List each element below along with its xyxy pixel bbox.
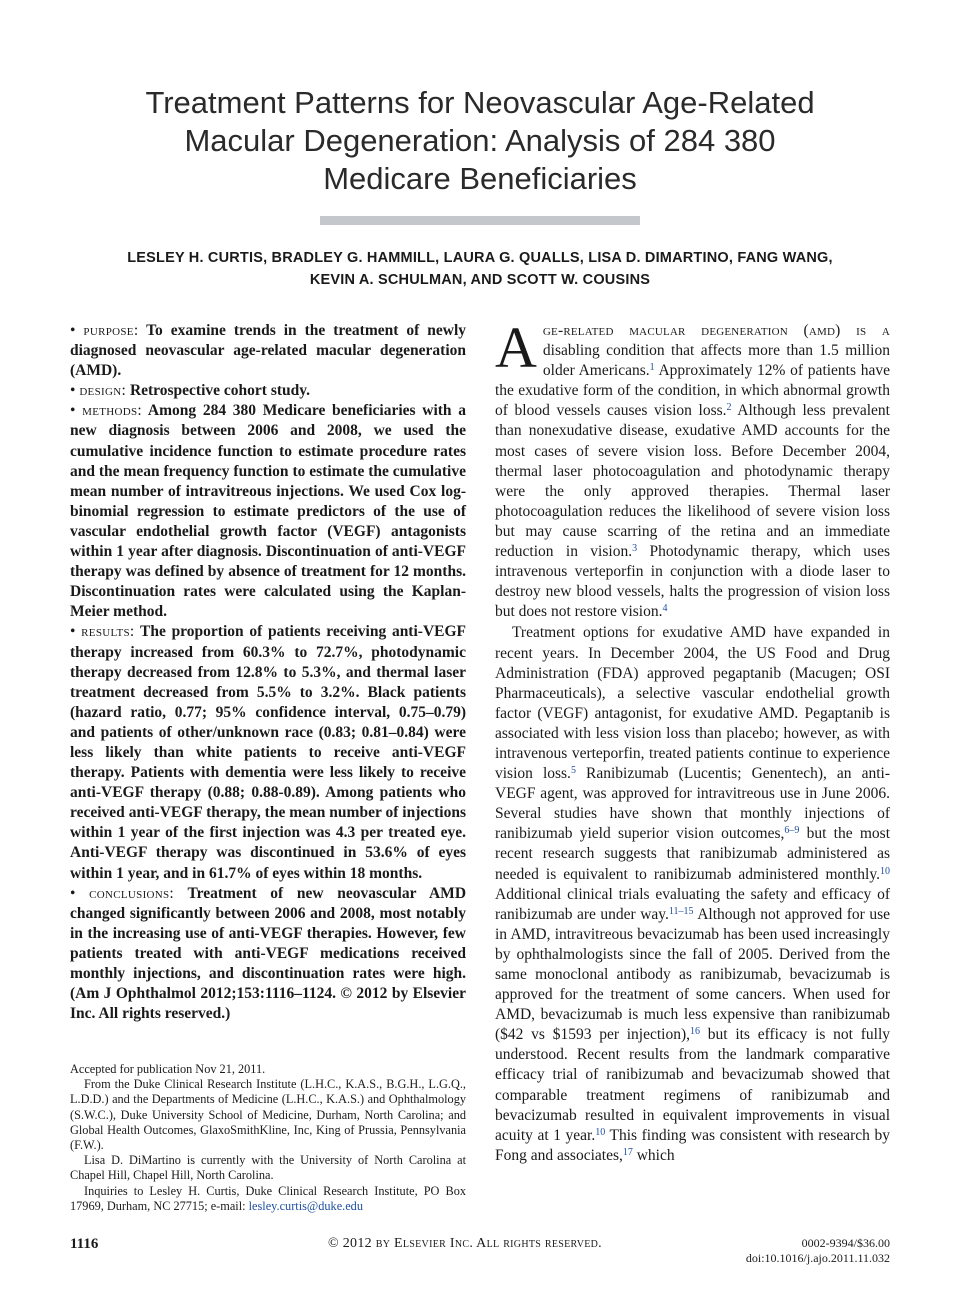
- article-title: [90, 84, 870, 198]
- page-number: 1116: [70, 1236, 99, 1252]
- body-text-run: Additional clinical trials evaluating the safety and efficacy of ranibizumab are under way.: [495, 885, 890, 923]
- citation-link[interactable]: 1: [649, 362, 655, 374]
- bullet-icon: •: [70, 322, 76, 339]
- body-text-run: disabling condition that affects more than 1.5 million older Americans.: [542, 342, 890, 380]
- author-line: KEVIN A. SCHULMAN, AND SCOTT W. COUSINS: [309, 272, 651, 288]
- email-link[interactable]: lesley.curtis@duke.edu: [248, 1198, 363, 1213]
- doi[interactable]: doi:10.1016/j.ajo.2011.11.032: [745, 1251, 890, 1265]
- inquiries-note: [70, 1184, 466, 1214]
- citation-link[interactable]: 4: [662, 603, 668, 615]
- inquiries-text: Inquiries to Lesley H. Curtis, Duke Clinical Research Institute, PO Box 17969, Durham, NC 27715; e-mail:: [70, 1183, 466, 1213]
- body-text-run: Although less prevalent than nonexudative disease, exudative AMD accounts for the most cases of severe vision loss. Before December 2004, thermal laser photocoagulation and photodynamic therapy were the only approved therapies. Thermal laser photocoagulation reduces the likelihood of severe vision loss but may cause scarring of the retina and an immediate reduction in vision.: [495, 402, 890, 561]
- citation-link[interactable]: 16: [690, 1026, 701, 1038]
- citation-link[interactable]: 2: [726, 402, 732, 414]
- article-identifiers: [746, 1236, 890, 1266]
- design-label: design:: [79, 382, 127, 400]
- bullet-icon: •: [70, 382, 76, 400]
- issn-price: 0002-9394/$36.00: [801, 1236, 890, 1250]
- purpose-label: purpose:: [83, 322, 139, 339]
- body-text-run: Ranibizumab (Lucentis; Genentech), an anti-VEGF agent, was approved for intravitreous use in June 2006. Several studies have shown that monthly injections of ranibizumab yield superior vision outcomes,: [495, 765, 890, 843]
- abstract-design: [70, 381, 466, 401]
- abstract: [70, 321, 466, 1024]
- title-line: Medicare Beneficiaries: [323, 161, 637, 196]
- affiliation-note: From the Duke Clinical Research Institute (L.H.C., K.A.S., B.G.H., L.G.Q., L.D.D.) and the Departments of Medicine (L.H.C., K.A.S.) and Ophthalmology (S.W.C.), Duke University School of Medicine, Durham, North Carolina; and Global Health Outcomes, GlaxoSmithKline, Inc, King of Prussia, Pennsylvania (F.W.).: [70, 1077, 466, 1153]
- body-text-run: Photodynamic therapy, which uses intravenous verteporfin in conjunction with a diode laser to destroy new blood vessels, halts the progression of vision loss but does not restore vision.: [495, 543, 890, 621]
- body-text-run: but its efficacy is not fully understood. Recent results from the landmark comparative efficacy trial of ranibizumab and bevacizumab showed that comparable treatment regimens of ranibizumab and bevacizumab resulted in equivalent improvements in visual acuity at 1 year.: [495, 1026, 890, 1144]
- conclusions-text: Treatment of new neovascular AMD changed significantly between 2006 and 2008, most notably in the increasing use of anti-VEGF therapies. However, few patients treated with anti-VEGF medications received monthly injections, and discontinuation rates were high. (Am J Ophthalmol 2012;153:1116–1124. © 2012 by Elsevier Inc. All rights reserved.): [70, 884, 467, 1023]
- citation-link[interactable]: 17: [622, 1146, 633, 1158]
- author-list: [60, 247, 900, 291]
- citation-link[interactable]: 3: [632, 543, 638, 555]
- title-line: Macular Degeneration: Analysis of 284 380: [184, 123, 776, 158]
- conclusions-label: conclusions:: [89, 884, 175, 902]
- body-text-run: This finding was consistent with research by Fong and associates,: [495, 1126, 890, 1164]
- body-text-run: but the most recent research suggests that ranibizumab administered as needed is equivalent to ranibizumab administered monthly.: [495, 825, 890, 883]
- body-text-run: which: [632, 1146, 675, 1164]
- body-text-run: Treatment options for exudative AMD have expanded in recent years. In December 2004, the US Food and Drug Administration (FDA) approved pegaptanib (Macugen; OSI Pharmaceuticals), a selective vascular endothelial growth factor (VEGF) antagonist, for exudative AMD. Pegaptanib is associated with less vision loss than placebo; however, as with intravenous verteporfin, treated patients continue to experience vision loss.: [495, 624, 890, 783]
- results-label: results:: [81, 623, 135, 641]
- citation-link[interactable]: 10: [880, 865, 890, 877]
- lead-in: ge-related macular degeneration (amd) is a: [542, 322, 890, 339]
- methods-label: methods:: [82, 402, 143, 420]
- citation-link[interactable]: 10: [595, 1126, 606, 1138]
- results-text: The proportion of patients receiving anti-VEGF therapy increased from 60.3% to 72.7%, photodynamic therapy decreased from 12.8% to 5.3%, and thermal laser treatment decreased from 5.5% to 3.2%. Black patients (hazard ratio, 0.77; 95% confidence interval, 0.75–0.79) and patients of other/unknown race (0.83; 0.81–0.84) were less likely than white patients to receive anti-VEGF therapy. Patients with dementia were less likely to receive anti-VEGF therapy (0.88; 0.88-0.89). Among patients who received anti-VEGF therapy, the mean number of injections within 1 year of the first injection was 4.3 per treated eye. Anti-VEGF therapy was discontinued in 53.6% of eyes within 1 year, and in 61.7% of eyes within 18 months.: [70, 623, 466, 882]
- abstract-purpose: [70, 321, 466, 381]
- bullet-icon: •: [70, 623, 76, 641]
- citation-link[interactable]: 5: [570, 765, 576, 777]
- body-paragraph: [495, 315, 890, 622]
- accepted-note: Accepted for publication Nov 21, 2011.: [70, 1062, 266, 1076]
- drop-cap: A: [495, 315, 537, 380]
- article-notes: [70, 1062, 466, 1214]
- author-line: LESLEY H. CURTIS, BRADLEY G. HAMMILL, LAURA G. QUALLS, LISA D. DIMARTINO, FANG WANG,: [127, 250, 833, 266]
- abstract-results: [70, 622, 466, 883]
- citation-link[interactable]: 6–9: [784, 825, 800, 837]
- bullet-icon: •: [70, 884, 76, 902]
- methods-text: Among 284 380 Medicare beneficiaries with a new diagnosis between 2006 and 2008, we used the cumulative incidence function to estimate procedure rates and the mean frequency function to estimate the cumulative mean number of intravitreous injections. We used Cox log-binomial regression to estimate predictors of the use of vascular endothelial growth factor (VEGF) antagonists within 1 year after diagnosis. Discontinuation of anti-VEGF therapy was defined by absence of treatment for 12 months. Discontinuation rates were calculated using the Kaplan-Meier method.: [70, 402, 466, 621]
- citation-link[interactable]: 11–15: [668, 905, 694, 917]
- title-line: Treatment Patterns for Neovascular Age-Related: [145, 85, 815, 120]
- body-text-run: Approximately 12% of patients have the exudative form of the condition, in which abnormal growth of blood vessels causes vision loss.: [495, 362, 890, 420]
- body-text-run: Although not approved for use in AMD, intravitreous bevacizumab has been used increasingly by ophthalmologists since the fall of 2005. Derived from the same monoclonal antibody as ranibizumab, bevacizumab is approved for the treatment of some cancers. When used for AMD, bevacizumab is much less expensive than ranibizumab ($42 vs $1593 per injection),: [495, 905, 890, 1044]
- body-text: [495, 315, 890, 1166]
- abstract-methods: [70, 401, 466, 622]
- title-divider: [320, 216, 640, 225]
- copyright-notice: © 2012 by Elsevier Inc. All rights reserved.: [328, 1236, 602, 1251]
- current-affiliation-note: Lisa D. DiMartino is currently with the University of North Carolina at Chapel Hill, Chapel Hill, North Carolina.: [70, 1153, 466, 1183]
- design-text: Retrospective cohort study.: [129, 382, 311, 400]
- abstract-conclusions: [70, 884, 466, 1025]
- purpose-text: To examine trends in the treatment of newly diagnosed neovascular age-related macular degeneration (AMD).: [70, 322, 466, 380]
- page-footer: [70, 1236, 890, 1276]
- bullet-icon: •: [70, 402, 76, 420]
- body-paragraph: [495, 623, 890, 1166]
